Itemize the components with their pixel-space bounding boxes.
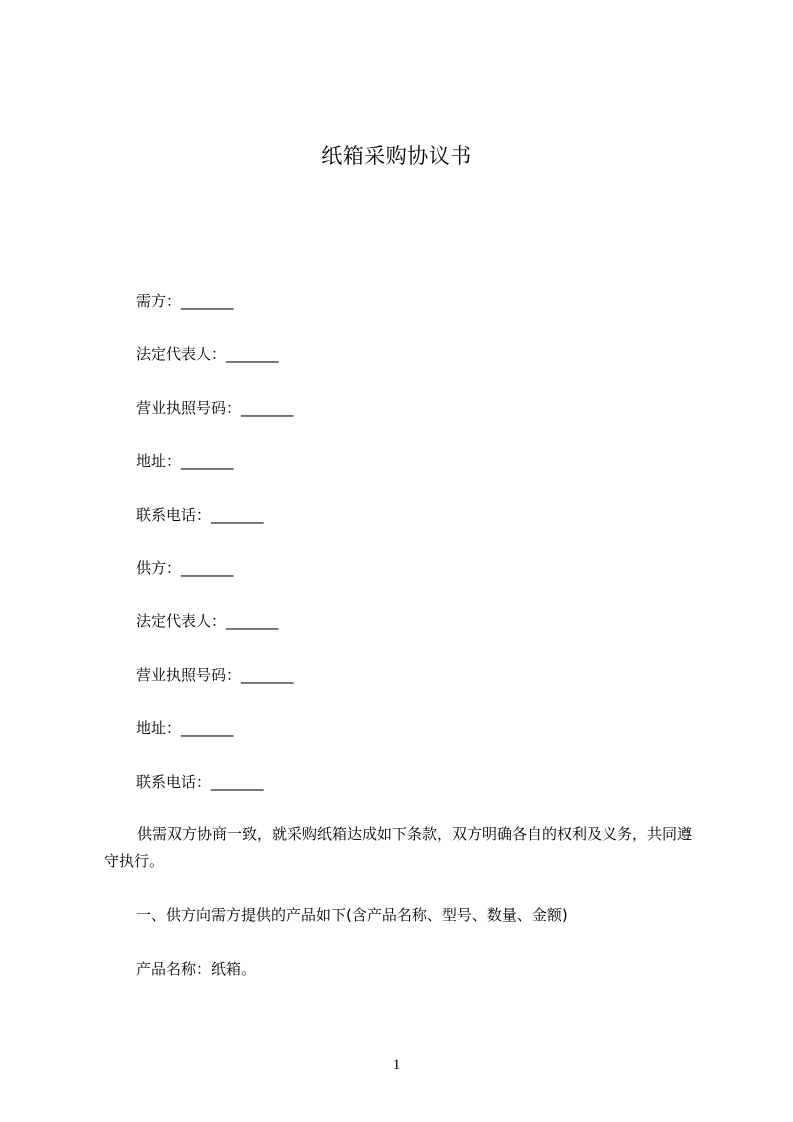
product-name-line: 产品名称：纸箱。 — [136, 960, 257, 978]
supplier-phone-field: 联系电话：_______ — [136, 773, 264, 791]
buyer-legal-rep-field: 法定代表人：_______ — [136, 345, 279, 363]
supplier-license-field: 营业执照号码：_______ — [136, 666, 294, 684]
supplier-party-field: 供方：_______ — [136, 559, 234, 577]
document-title: 纸箱采购协议书 — [321, 144, 472, 168]
supplier-legal-rep-field: 法定代表人：_______ — [136, 612, 279, 630]
supplier-address-field: 地址：_______ — [136, 719, 234, 737]
intro-paragraph: 供需双方协商一致，就采购纸箱达成如下条款，双方明确各自的权利及义务，共同遵守执行。 — [104, 825, 693, 870]
buyer-party-field: 需方：_______ — [136, 292, 234, 310]
buyer-phone-field: 联系电话：_______ — [136, 506, 264, 524]
buyer-license-field: 营业执照号码：_______ — [136, 399, 294, 417]
page-number: 1 — [392, 1057, 401, 1073]
buyer-address-field: 地址：_______ — [136, 452, 234, 470]
section-1-heading: 一、供方向需方提供的产品如下(含产品名称、型号、数量、金额) — [136, 906, 568, 924]
